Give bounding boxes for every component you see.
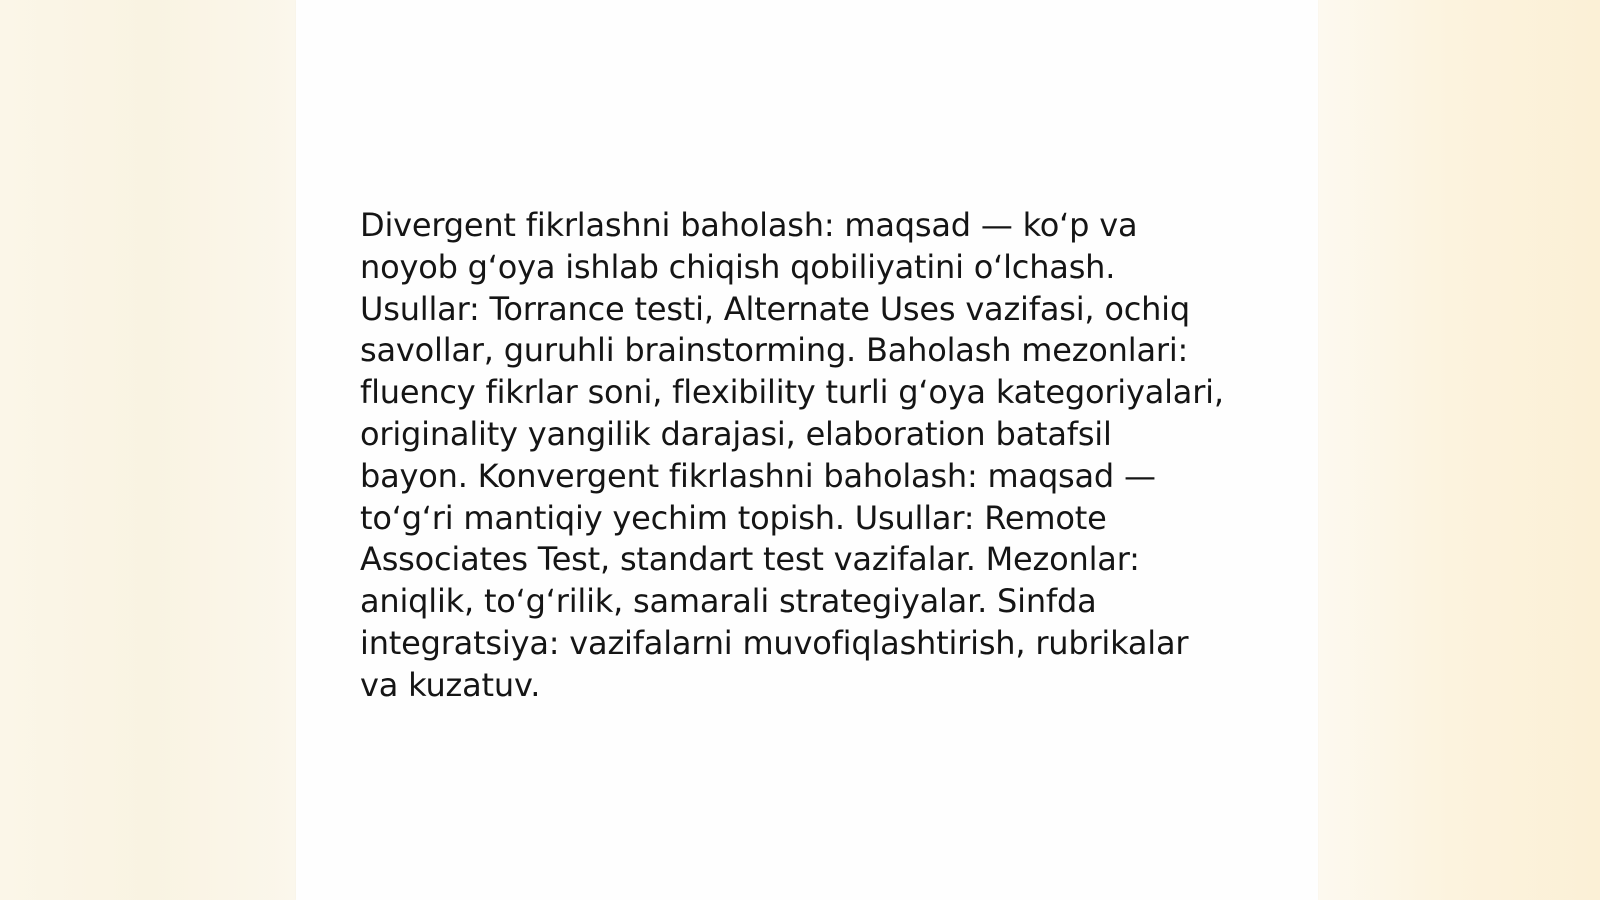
slide-canvas — [296, 0, 1318, 900]
slide-body-text: Divergent fikrlashni baholash: maqsad — koʻp va noyob gʻoya ishlab chiqish qobiliyatini oʻlchash. Usullar: Torrance testi, Alternate Uses vazifasi, ochiq savollar, guruhli brainstorming. Baholash mezonlari: fluency fikrlar soni, flexibility turli gʻoya kategoriyalari, originality yangilik darajasi, elaboration batafsil bayon. Konvergent fikrlashni baholash: maqsad — toʻgʻri mantiqiy yechim topish. Usullar: Remote Associates Test, standart test vazifalar. Mezonlar: aniqlik, toʻgʻrilik, samarali strategiyalar. Sinfda integratsiya: vazifalarni muvofiqlashtirish, rubrikalar va kuzatuv. — [360, 206, 1224, 704]
